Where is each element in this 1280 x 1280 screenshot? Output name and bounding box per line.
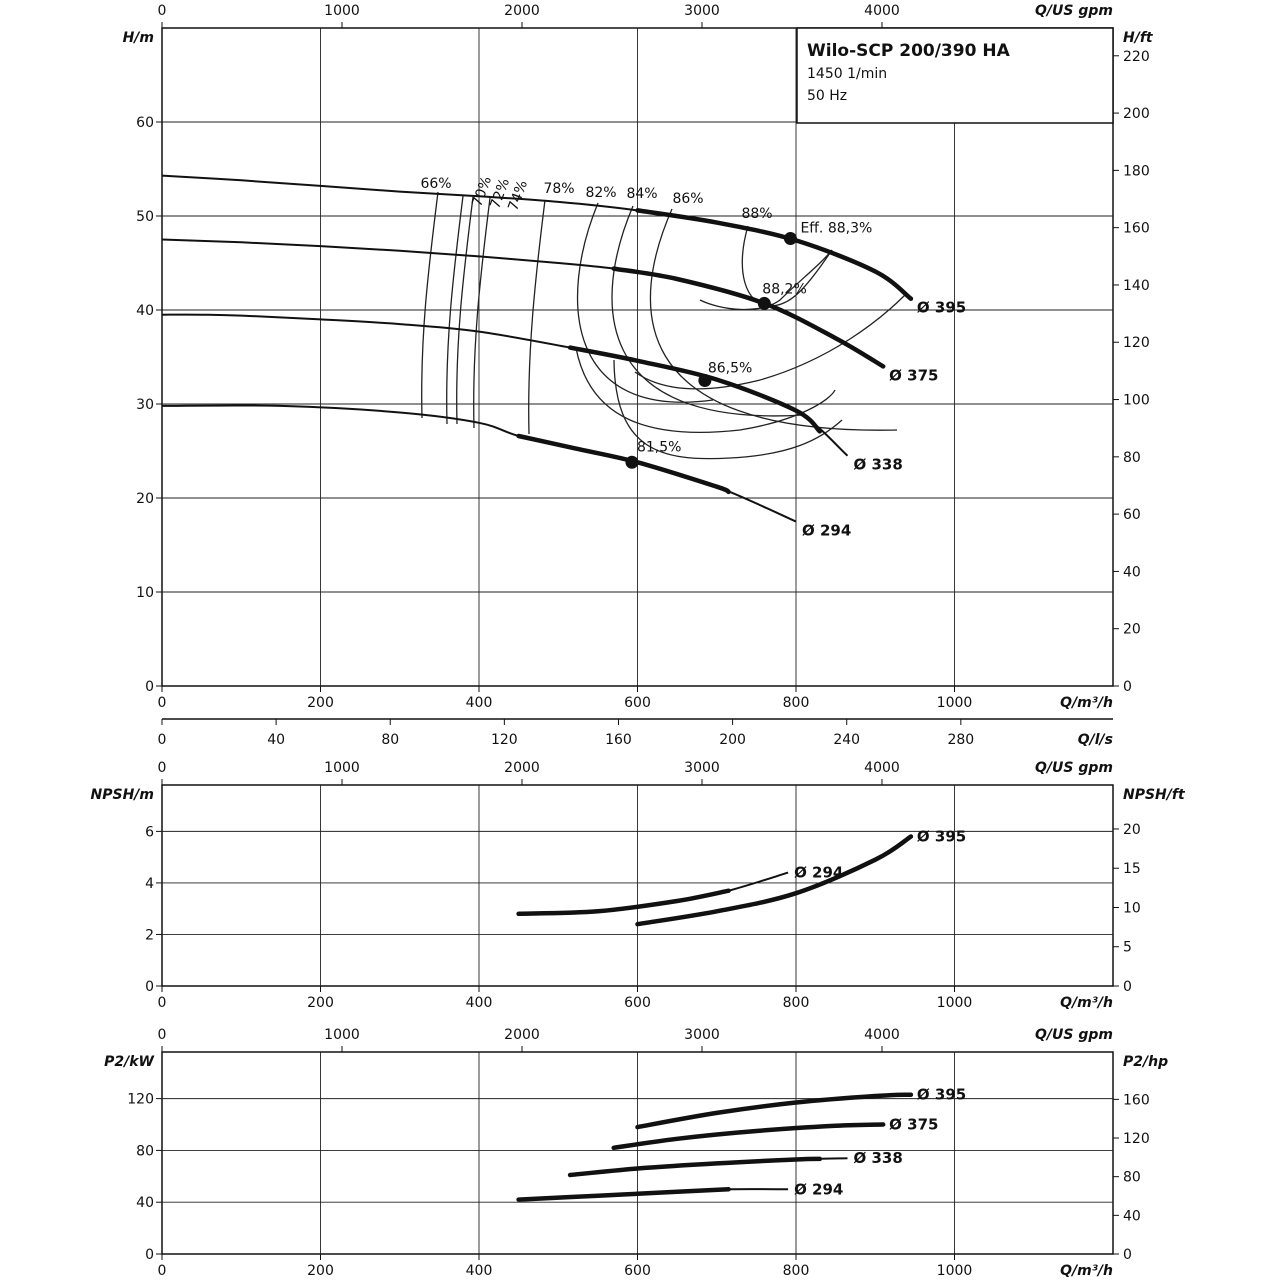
power-x-tick-label: 400 <box>465 1263 493 1279</box>
efficiency-label-8: 88% <box>741 206 773 222</box>
npsh-gpm-tick-label: 4000 <box>864 760 900 776</box>
power-y-tick-label: 80 <box>136 1143 154 1160</box>
power-y2-tick-label: 80 <box>1123 1169 1141 1186</box>
head-y2-tick-label: 0 <box>1123 679 1132 695</box>
efficiency-iso-line-0 <box>422 192 438 418</box>
npsh-y2-tick-label: 15 <box>1123 861 1141 878</box>
power-gpm-tick-label: 4000 <box>864 1027 900 1043</box>
efficiency-iso-line-3 <box>474 198 490 428</box>
npsh-x-tick-label: 200 <box>307 995 334 1011</box>
duty-point-label-1: 88,2% <box>762 281 807 298</box>
power-series-label-3: Ø 294 <box>794 1180 844 1199</box>
power-curve-rated-3 <box>519 1189 729 1199</box>
grid-layer <box>156 22 1119 1260</box>
npsh-y-tick-label: 0 <box>145 979 154 995</box>
head-x-tick-label: 400 <box>465 695 493 711</box>
efficiency-iso-line-4 <box>529 200 545 434</box>
power-y-tick-label: 40 <box>136 1195 154 1212</box>
head-y2-axis-label: H/ft <box>1123 30 1153 46</box>
npsh-y-axis-label: NPSH/m <box>90 787 154 803</box>
npsh-curve-1 <box>519 873 789 914</box>
power-y2-tick-label: 0 <box>1123 1247 1132 1263</box>
efficiency-label-5: 82% <box>585 185 617 201</box>
head-y2-tick-label: 100 <box>1123 392 1150 409</box>
head-y2-tick-label: 140 <box>1123 277 1150 294</box>
head-y2-tick-label: 220 <box>1123 48 1150 65</box>
npsh-y-tick-label: 2 <box>145 927 154 944</box>
npsh-y2-axis-label: NPSH/ft <box>1123 787 1185 803</box>
power-y2-tick-label: 120 <box>1123 1131 1150 1148</box>
power-x-tick-label: 600 <box>624 1263 651 1279</box>
head-y2-tick-label: 80 <box>1123 449 1141 466</box>
npsh-curve-rated-1 <box>519 891 729 914</box>
npsh-y-tick-label: 4 <box>145 875 154 892</box>
labels-layer <box>91 3 1186 1279</box>
power-x-tick-label: 0 <box>157 1263 167 1279</box>
power-gpm-tick-label: 1000 <box>324 1027 360 1043</box>
head-y-tick-label: 60 <box>136 115 154 131</box>
npsh-gpm-tick-label: 0 <box>157 760 167 776</box>
power-curve-rated-1 <box>614 1125 884 1148</box>
power-x-axis-label: Q/m³/h <box>1060 1263 1113 1279</box>
npsh-gpm-tick-label: 3000 <box>684 760 720 776</box>
head-y-tick-label: 50 <box>136 209 154 225</box>
efficiency-label-0: 66% <box>420 176 452 192</box>
head-x-tick-label: 200 <box>307 695 334 711</box>
head-x-tick-label: 0 <box>157 695 167 711</box>
power-curve-1 <box>614 1125 884 1148</box>
head-y2-tick-label: 200 <box>1123 106 1150 123</box>
efficiency-label-1: 70% <box>469 174 496 209</box>
efficiency-label-2: 72% <box>487 176 514 211</box>
npsh-curve-0 <box>638 837 911 925</box>
power-series-label-0: Ø 395 <box>916 1085 967 1104</box>
title-speed: 1450 1/min <box>807 66 888 82</box>
head-y2-tick-label: 20 <box>1123 621 1141 638</box>
npsh-y2-tick-label: 0 <box>1123 979 1132 995</box>
power-y-tick-label: 0 <box>145 1247 154 1263</box>
efficiency-label-4: 78% <box>543 181 575 197</box>
npsh-x-tick-label: 0 <box>157 995 167 1011</box>
npsh-x-axis-label: Q/m³/h <box>1060 995 1113 1011</box>
duty-point-3 <box>625 456 638 469</box>
npsh-gpm-axis-label: Q/US gpm <box>1035 760 1113 776</box>
power-series-label-2: Ø 338 <box>853 1149 903 1168</box>
npsh-series-label-0: Ø 395 <box>916 827 967 846</box>
ls-tick-label: 80 <box>381 732 400 748</box>
head-gpm-tick-label: 4000 <box>864 3 900 19</box>
power-y-axis-label: P2/kW <box>104 1054 154 1070</box>
ls-tick-label: 280 <box>947 732 975 748</box>
npsh-y-tick-label: 6 <box>145 824 154 841</box>
power-x-tick-label: 1000 <box>936 1263 973 1279</box>
power-x-tick-label: 200 <box>307 1263 334 1279</box>
head-y-axis-label: H/m <box>122 30 154 46</box>
head-series-label-1: Ø 375 <box>889 366 939 385</box>
head-curve-rated-1 <box>614 269 884 367</box>
efficiency-iso-line-7 <box>650 209 897 430</box>
head-curve-rated-3 <box>519 436 729 492</box>
head-y2-tick-label: 40 <box>1123 564 1141 581</box>
head-series-label-2: Ø 338 <box>853 455 903 474</box>
efficiency-label-7: 86% <box>672 191 704 207</box>
head-curve-2 <box>162 315 848 456</box>
ls-axis-label: Q/l/s <box>1077 732 1113 748</box>
power-curve-rated-0 <box>638 1095 911 1127</box>
power-y2-tick-label: 40 <box>1123 1208 1141 1225</box>
head-y2-tick-label: 160 <box>1123 220 1150 237</box>
power-gpm-tick-label: 0 <box>157 1027 167 1043</box>
efficiency-label-6: 84% <box>626 186 658 202</box>
power-y-tick-label: 120 <box>127 1091 154 1108</box>
efficiency-contour-2 <box>635 295 905 389</box>
title-frequency: 50 Hz <box>807 88 848 104</box>
curves-layer <box>162 176 911 1200</box>
power-series-label-1: Ø 375 <box>889 1115 939 1134</box>
head-series-label-0: Ø 395 <box>916 298 967 317</box>
head-gpm-tick-label: 2000 <box>504 3 540 19</box>
ls-tick-label: 160 <box>605 732 632 748</box>
title-model: Wilo-SCP 200/390 HA <box>807 41 1010 61</box>
head-x-axis-label: Q/m³/h <box>1060 695 1113 711</box>
power-curve-0 <box>638 1095 911 1127</box>
npsh-gpm-tick-label: 2000 <box>504 760 540 776</box>
ls-tick-label: 40 <box>267 732 286 748</box>
ls-tick-label: 120 <box>490 732 518 748</box>
head-gpm-axis-label: Q/US gpm <box>1035 3 1113 19</box>
power-gpm-tick-label: 3000 <box>684 1027 720 1043</box>
head-y2-tick-label: 120 <box>1123 335 1150 352</box>
npsh-y2-tick-label: 5 <box>1123 939 1132 956</box>
npsh-gpm-tick-label: 1000 <box>324 760 360 776</box>
npsh-x-tick-label: 600 <box>624 995 651 1011</box>
head-y-tick-label: 10 <box>136 585 154 601</box>
npsh-x-tick-label: 400 <box>465 995 493 1011</box>
duty-point-0 <box>784 232 797 245</box>
power-gpm-axis-label: Q/US gpm <box>1035 1027 1113 1043</box>
head-y-tick-label: 40 <box>136 303 154 319</box>
duty-point-label-0: Eff. 88,3% <box>800 220 873 237</box>
ls-tick-label: 0 <box>157 732 167 748</box>
ls-tick-label: 240 <box>833 732 861 748</box>
npsh-curve-rated-0 <box>638 837 911 925</box>
power-y2-axis-label: P2/hp <box>1123 1054 1169 1070</box>
head-y2-tick-label: 60 <box>1123 507 1141 524</box>
npsh-series-label-1: Ø 294 <box>794 863 844 882</box>
efficiency-label-3: 74% <box>505 178 532 213</box>
head-y2-tick-label: 180 <box>1123 163 1150 180</box>
power-curve-rated-2 <box>570 1159 820 1175</box>
head-y-tick-label: 20 <box>136 491 154 507</box>
ls-tick-label: 200 <box>719 732 746 748</box>
head-y-tick-label: 0 <box>145 679 154 695</box>
duty-point-label-3: 81,5% <box>636 439 682 456</box>
npsh-x-tick-label: 800 <box>782 995 810 1011</box>
duty-point-label-2: 86,5% <box>707 360 753 377</box>
head-gpm-tick-label: 0 <box>157 3 167 19</box>
head-x-tick-label: 1000 <box>936 695 973 711</box>
power-gpm-tick-label: 2000 <box>504 1027 540 1043</box>
head-y-tick-label: 30 <box>136 397 154 413</box>
head-gpm-tick-label: 3000 <box>684 3 720 19</box>
npsh-y2-tick-label: 20 <box>1123 821 1141 838</box>
power-x-tick-label: 800 <box>782 1263 810 1279</box>
head-gpm-tick-label: 1000 <box>324 3 360 19</box>
head-x-tick-label: 800 <box>782 695 810 711</box>
power-y2-tick-label: 160 <box>1123 1092 1150 1109</box>
npsh-y2-tick-label: 10 <box>1123 900 1141 917</box>
head-x-tick-label: 600 <box>624 695 651 711</box>
duty-point-1 <box>758 297 771 310</box>
npsh-x-tick-label: 1000 <box>936 995 973 1011</box>
head-series-label-3: Ø 294 <box>802 521 852 540</box>
